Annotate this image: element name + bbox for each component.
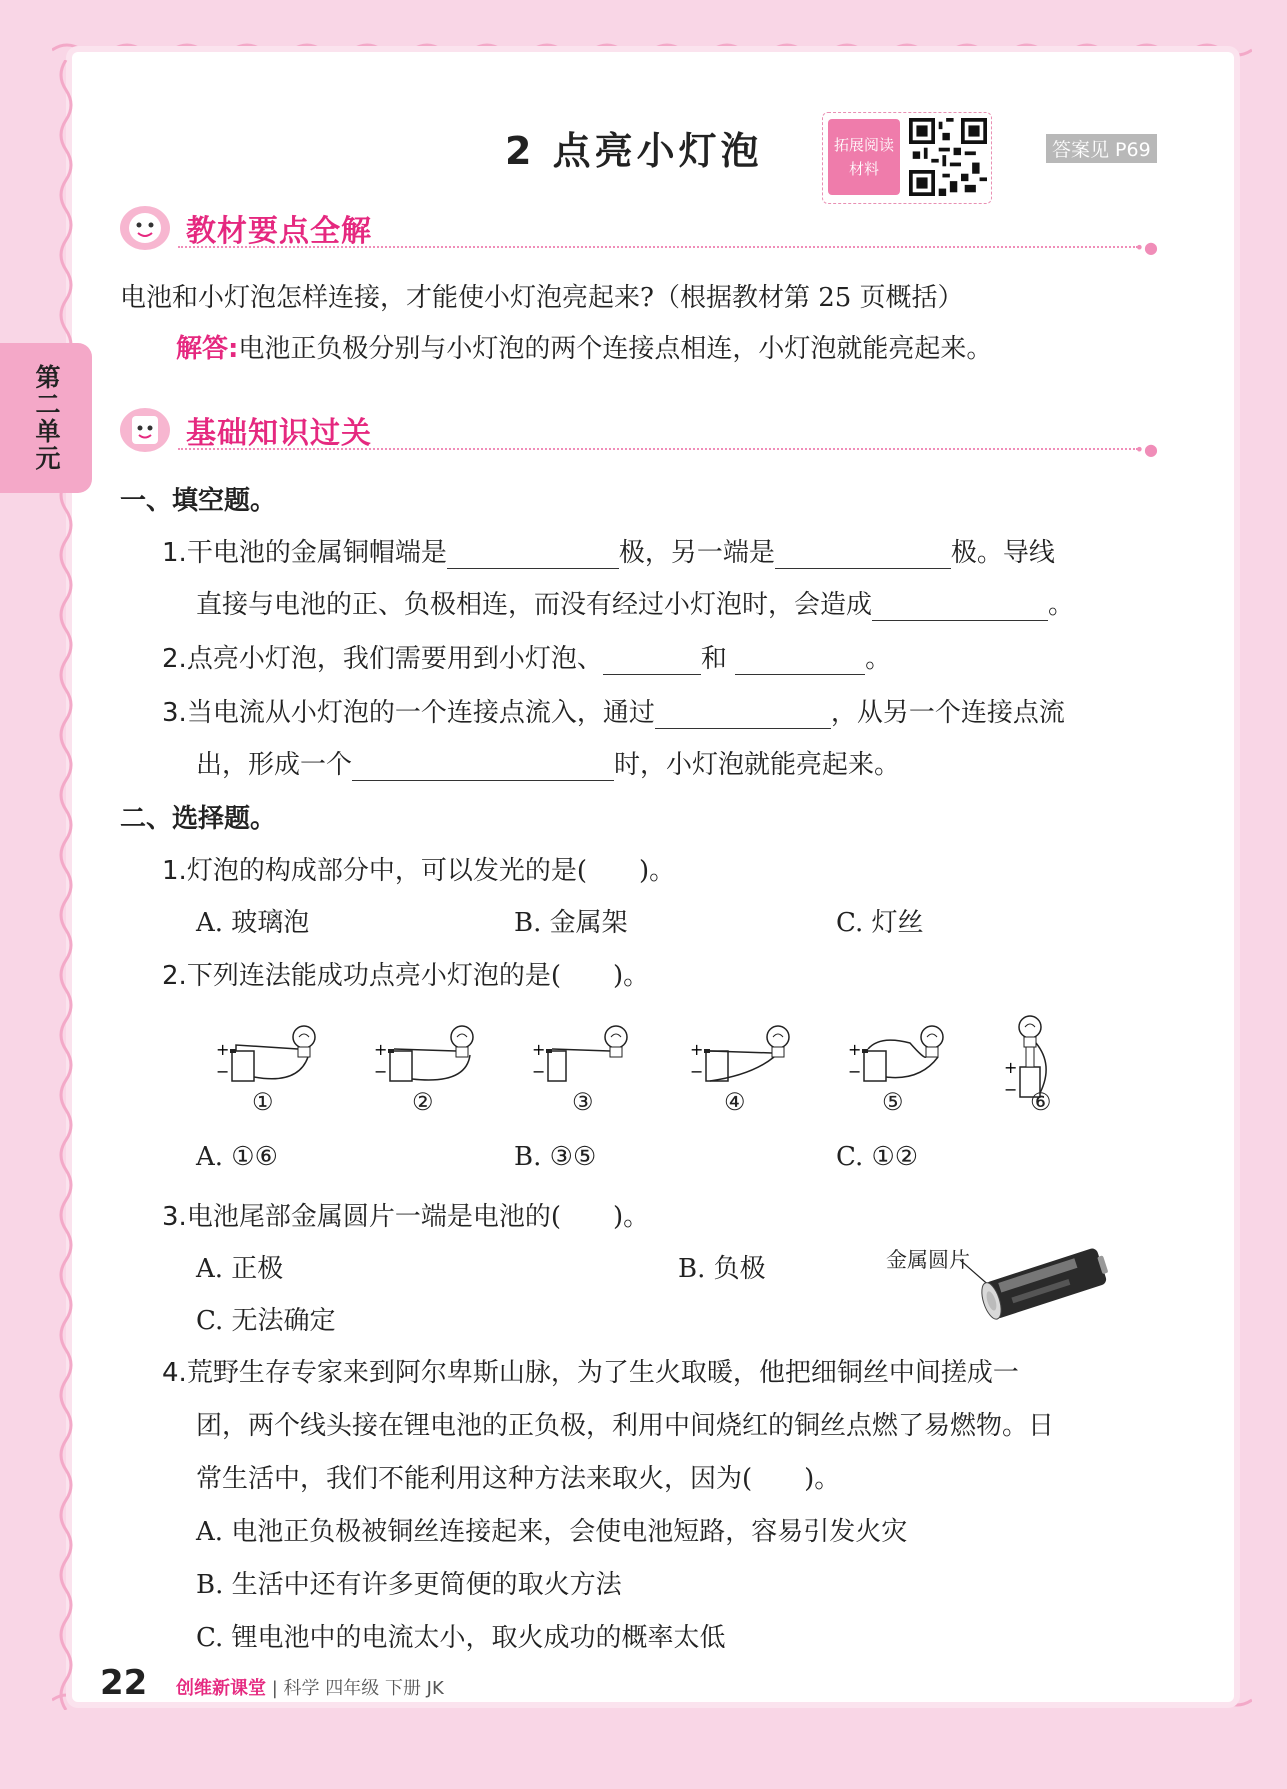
q1-text-a: 干电池的金属铜帽端是 (186, 538, 447, 568)
decor-dots: •● (1134, 440, 1158, 459)
stem-text: 灯泡的构成部分中，可以发光的是( )。 (186, 856, 676, 886)
circuit-label-5: ⑤ (882, 1088, 904, 1116)
answer-blank[interactable] (655, 702, 831, 729)
choice-q2-stem (162, 955, 649, 992)
question-number: 1. (162, 538, 187, 568)
circuit-label-6: ⑥ (1030, 1088, 1052, 1116)
choice-q3-stem (162, 1196, 649, 1233)
q1-text-c: 极。导线 (950, 538, 1055, 568)
footer-info (176, 1674, 444, 1700)
choice-q4-option-c[interactable]: C. 锂电池中的电流太小，取火成功的概率太低 (196, 1623, 726, 1653)
svg-text:−: − (374, 1062, 388, 1081)
page-number: 22 (100, 1663, 148, 1703)
choice-q1-option-c[interactable]: C. 灯丝 (836, 908, 924, 938)
choice-q2-option-c[interactable]: C. ①② (836, 1142, 919, 1172)
q2-text-a: 点亮小灯泡，我们需要用到小灯泡、 (186, 644, 603, 674)
section-heading-basic-knowledge (118, 400, 1158, 458)
section-heading-key-points (118, 198, 1158, 256)
question-number: 3. (162, 1202, 187, 1232)
choice-q3-option-c[interactable]: C. 无法确定 (196, 1306, 336, 1336)
textbook-answer (176, 328, 992, 365)
svg-text:−: − (690, 1062, 704, 1081)
q3-text-b: ，从另一个连接点流 (830, 698, 1065, 728)
qr-label-line2: 材料 (848, 160, 879, 178)
svg-text:+: + (374, 1040, 388, 1059)
question-number: 4. (162, 1358, 187, 1388)
choice-q4-line3: 常生活中，我们不能利用这种方法来取火，因为( )。 (196, 1464, 841, 1494)
qr-label-line1: 拓展阅读 (833, 136, 894, 154)
svg-text:+: + (848, 1040, 862, 1059)
choice-q4-line1 (162, 1352, 1019, 1389)
q2-text-b: 和 (700, 644, 727, 674)
qr-code-icon[interactable] (909, 117, 987, 197)
page-title: 2 点亮小灯泡 (505, 129, 763, 173)
fill-q1-line1 (162, 532, 1055, 569)
answer-blank[interactable] (447, 542, 619, 569)
choice-q4-option-b[interactable]: B. 生活中还有许多更简便的取火方法 (196, 1570, 622, 1600)
choice-q3-option-b[interactable]: B. 负极 (678, 1254, 766, 1284)
q3-text-c: 出，形成一个 (196, 750, 353, 780)
question-number: 2. (162, 644, 187, 674)
choice-q4-option-a[interactable]: A. 电池正负极被铜丝连接起来，会使电池短路，容易引发火灾 (196, 1517, 908, 1547)
q3-text-d: 时，小灯泡就能亮起来。 (614, 750, 901, 780)
circuit-diagram-4 (682, 1015, 812, 1125)
fill-heading: 一、填空题。 (120, 486, 277, 516)
choice-q2-option-a[interactable]: A. ①⑥ (196, 1142, 278, 1172)
q1-text-d: 直接与电池的正、负极相连，而没有经过小灯泡时，会造成 (196, 590, 873, 620)
choice-q1-stem (162, 850, 675, 887)
answer-blank[interactable] (775, 542, 951, 569)
textbook-question: 电池和小灯泡怎样连接，才能使小灯泡亮起来?（根据教材第 25 页概括） (120, 283, 964, 313)
svg-text:−: − (532, 1062, 546, 1081)
footer-brand: 创维新课堂 (176, 1678, 266, 1699)
q3-text-a: 当电流从小灯泡的一个连接点流入，通过 (186, 698, 655, 728)
question-number: 2. (162, 961, 187, 991)
svg-text:−: − (1004, 1080, 1018, 1099)
qr-label (828, 119, 900, 195)
choice-q1-option-b[interactable]: B. 金属架 (514, 908, 628, 938)
section-label: 基础知识过关 (186, 416, 372, 451)
fill-q3-line1 (162, 692, 1065, 729)
q2-text-c: 。 (865, 644, 892, 674)
svg-text:−: − (848, 1062, 862, 1081)
answer-blank[interactable] (603, 648, 701, 675)
qr-box[interactable] (822, 112, 992, 204)
circuit-label-1: ① (252, 1088, 274, 1116)
fill-q2 (162, 638, 891, 675)
answer-text: 电池正负极分别与小灯泡的两个连接点相连，小灯泡就能亮起来。 (238, 334, 993, 364)
answer-label: 解答: (176, 334, 239, 364)
svg-text:+: + (690, 1040, 704, 1059)
answer-blank[interactable] (735, 648, 865, 675)
battery-image-label: 金属圆片 (886, 1248, 970, 1272)
stem-text: 下列连法能成功点亮小灯泡的是( )。 (186, 961, 650, 991)
dotted-divider (178, 246, 1138, 248)
q1-text-b: 极，另一端是 (618, 538, 775, 568)
choice-q4-line2: 团，两个线头接在锂电池的正负极，利用中间烧红的铜丝点燃了易燃物。日 (196, 1411, 1055, 1441)
choice-heading: 二、选择题。 (120, 804, 277, 834)
answer-blank[interactable] (872, 594, 1048, 621)
left-wave-border (56, 60, 76, 1710)
choice-q3-option-a[interactable]: A. 正极 (196, 1254, 284, 1284)
question-number: 3. (162, 698, 187, 728)
circuit-label-2: ② (412, 1088, 434, 1116)
choice-q2-option-b[interactable]: B. ③⑤ (514, 1142, 597, 1172)
answer-reference-badge: 答案见 P69 (1046, 134, 1157, 163)
decor-dots: •● (1134, 238, 1158, 257)
svg-text:+: + (216, 1040, 230, 1059)
battery-image (960, 1232, 1120, 1322)
unit-tab[interactable]: 第二单元 (0, 343, 92, 493)
cartoon-mascot-icon (118, 404, 172, 454)
question-number: 1. (162, 856, 187, 886)
circuit-label-3: ③ (572, 1088, 594, 1116)
choice-q1-option-a[interactable]: A. 玻璃泡 (196, 908, 310, 938)
answer-blank[interactable] (352, 754, 614, 781)
svg-text:+: + (1004, 1058, 1018, 1077)
circuit-label-4: ④ (724, 1088, 746, 1116)
fill-q1-line2 (196, 584, 1074, 621)
circuit-diagram-5 (840, 1015, 970, 1125)
circuit-diagram-6 (998, 1015, 1128, 1125)
fill-q3-line2 (196, 744, 900, 781)
stem-text: 荒野生存专家来到阿尔卑斯山脉，为了生火取暖，他把细铜丝中间搓成一 (186, 1358, 1019, 1388)
dotted-divider (178, 448, 1138, 450)
section-label: 教材要点全解 (186, 214, 372, 249)
stem-text: 电池尾部金属圆片一端是电池的( )。 (186, 1202, 650, 1232)
svg-text:−: − (216, 1062, 230, 1081)
cartoon-mascot-icon (118, 202, 172, 252)
q1-text-e: 。 (1048, 590, 1075, 620)
svg-text:+: + (532, 1040, 546, 1059)
footer-book-info: | 科学 四年级 下册 JK (271, 1678, 444, 1699)
